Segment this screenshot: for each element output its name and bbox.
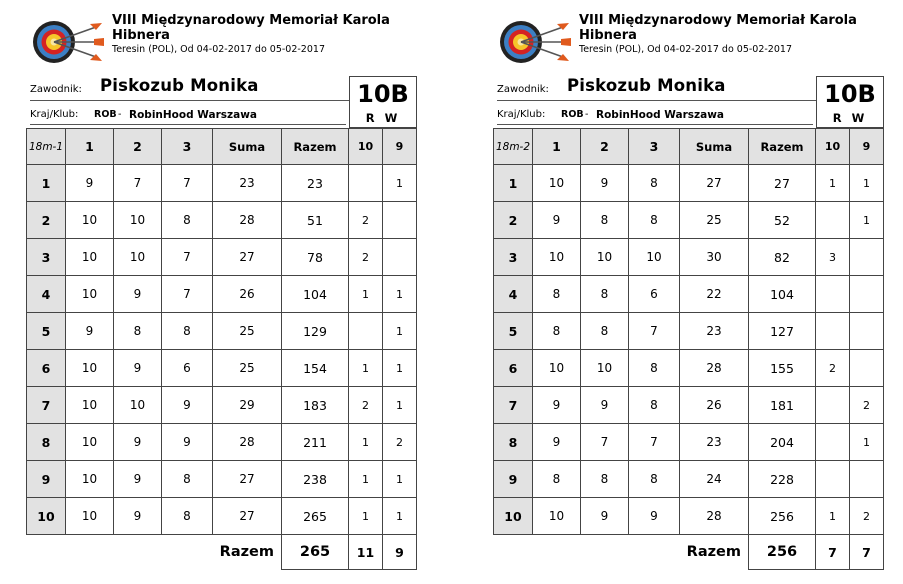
arrow-2-score: 9 [581, 387, 629, 424]
club-separator: - [585, 109, 589, 120]
total-nines: 7 [850, 535, 884, 570]
end-sum: 25 [213, 350, 282, 387]
tens-header: 10 [816, 129, 850, 165]
tens-count: 1 [349, 498, 383, 535]
arrow-3-score: 9 [162, 387, 213, 424]
arrow-2-score: 9 [114, 424, 162, 461]
arrow-1-score: 10 [66, 461, 114, 498]
end-number: 4 [494, 276, 533, 313]
total-score: 256 [749, 535, 816, 570]
event-dates: Teresin (POL), Od 04-02-2017 do 05-02-2017 [112, 44, 325, 55]
arrow-2-score: 9 [114, 350, 162, 387]
end-row [494, 239, 884, 276]
arrow-3-score: 8 [629, 165, 680, 202]
arrow-2-score: 10 [114, 202, 162, 239]
arrow-3-header: 3 [629, 129, 680, 165]
end-number: 1 [494, 165, 533, 202]
club-label: Kraj/Klub: [30, 109, 79, 120]
end-sum: 26 [213, 276, 282, 313]
arrow-3-score: 8 [162, 313, 213, 350]
arrow-1-score: 10 [66, 350, 114, 387]
end-row [494, 276, 884, 313]
end-sum: 24 [680, 461, 749, 498]
end-number: 3 [27, 239, 66, 276]
end-row [494, 313, 884, 350]
score-header-row [27, 129, 417, 165]
tens-count [349, 313, 383, 350]
club-name: RobinHood Warszawa [129, 109, 257, 121]
end-row [494, 165, 884, 202]
arrow-2-score: 9 [581, 498, 629, 535]
tens-count: 2 [816, 350, 850, 387]
arrow-1-score: 10 [533, 350, 581, 387]
arrow-2-score: 9 [114, 498, 162, 535]
end-number: 3 [494, 239, 533, 276]
end-number: 5 [27, 313, 66, 350]
running-total: 183 [282, 387, 349, 424]
total-label: Razem [219, 544, 274, 561]
end-sum: 28 [213, 202, 282, 239]
arrow-1-score: 9 [66, 165, 114, 202]
end-sum: 23 [680, 313, 749, 350]
arrow-3-score: 8 [629, 387, 680, 424]
end-row [27, 202, 417, 239]
arrow-2-score: 9 [581, 165, 629, 202]
arrow-2-header: 2 [114, 129, 162, 165]
archer-name: Piskozub Monika [100, 76, 259, 95]
end-sum: 23 [213, 165, 282, 202]
arrow-2-score: 8 [581, 276, 629, 313]
tens-count [816, 424, 850, 461]
club-name: RobinHood Warszawa [596, 109, 724, 121]
arrow-1-score: 9 [66, 313, 114, 350]
arrow-3-score: 8 [629, 350, 680, 387]
arrow-1-score: 10 [66, 424, 114, 461]
end-number: 8 [27, 424, 66, 461]
nines-count: 1 [383, 165, 417, 202]
running-total: 23 [282, 165, 349, 202]
arrow-2-score: 10 [581, 239, 629, 276]
end-row [27, 313, 417, 350]
archer-underline [497, 100, 823, 101]
end-row [27, 387, 417, 424]
total-label: Razem [686, 544, 741, 561]
end-sum: 28 [213, 424, 282, 461]
tens-header: 10 [349, 129, 383, 165]
nines-count [850, 276, 884, 313]
club-label: Kraj/Klub: [497, 109, 546, 120]
arrow-1-header: 1 [66, 129, 114, 165]
arrow-2-header: 2 [581, 129, 629, 165]
tens-count [816, 461, 850, 498]
end-row [27, 498, 417, 535]
end-row [27, 350, 417, 387]
arrow-3-header: 3 [162, 129, 213, 165]
arrow-3-score: 6 [162, 350, 213, 387]
nines-header: 9 [850, 129, 884, 165]
nines-count: 2 [850, 498, 884, 535]
tens-count: 1 [349, 424, 383, 461]
running-total: 265 [282, 498, 349, 535]
tens-count [816, 313, 850, 350]
end-row [27, 165, 417, 202]
end-row [494, 387, 884, 424]
tens-count [816, 387, 850, 424]
arrow-1-score: 10 [533, 239, 581, 276]
arrow-3-score: 7 [162, 239, 213, 276]
club-underline [497, 124, 813, 125]
end-sum: 28 [680, 350, 749, 387]
tens-count [816, 276, 850, 313]
nines-count: 1 [850, 202, 884, 239]
running-total: 238 [282, 461, 349, 498]
arrow-2-score: 10 [114, 239, 162, 276]
archery-target-logo-icon [499, 18, 571, 66]
nines-count [850, 461, 884, 498]
running-total-header: Razem [749, 129, 816, 165]
running-total: 104 [282, 276, 349, 313]
arrow-2-score: 8 [581, 202, 629, 239]
arrow-2-score: 7 [114, 165, 162, 202]
arrow-1-score: 10 [66, 498, 114, 535]
event-title: VIII Międzynarodowy Memoriał Karola Hibnera [112, 13, 390, 43]
tens-count [816, 202, 850, 239]
arrow-1-score: 10 [66, 276, 114, 313]
total-score: 265 [282, 535, 349, 570]
running-total: 129 [282, 313, 349, 350]
end-sum: 26 [680, 387, 749, 424]
club-underline [30, 124, 346, 125]
end-row [27, 424, 417, 461]
end-number: 6 [494, 350, 533, 387]
running-total: 82 [749, 239, 816, 276]
tens-count: 2 [349, 387, 383, 424]
arrow-3-score: 8 [629, 202, 680, 239]
end-number: 6 [27, 350, 66, 387]
end-sum: 30 [680, 239, 749, 276]
tens-count [349, 165, 383, 202]
archer-label: Zawodnik: [497, 84, 549, 95]
arrow-1-score: 8 [533, 276, 581, 313]
end-number: 7 [494, 387, 533, 424]
end-sum: 27 [213, 461, 282, 498]
nines-count [383, 202, 417, 239]
nines-count [850, 239, 884, 276]
target-assignment: 10B [816, 76, 884, 111]
end-number: 10 [494, 498, 533, 535]
arrow-3-score: 6 [629, 276, 680, 313]
running-total: 104 [749, 276, 816, 313]
nines-header: 9 [383, 129, 417, 165]
scorecard-2 [493, 0, 885, 584]
tens-count: 1 [349, 350, 383, 387]
club-separator: - [118, 109, 122, 120]
rw-label: R W [816, 110, 884, 128]
total-nines: 9 [383, 535, 417, 570]
archer-name: Piskozub Monika [567, 76, 726, 95]
distance-header: 18m-1 [27, 129, 66, 165]
arrow-2-score: 10 [581, 350, 629, 387]
arrow-2-score: 8 [114, 313, 162, 350]
running-total: 211 [282, 424, 349, 461]
distance-header: 18m-2 [494, 129, 533, 165]
arrow-1-score: 10 [66, 239, 114, 276]
running-total: 127 [749, 313, 816, 350]
running-total: 181 [749, 387, 816, 424]
nines-count [850, 313, 884, 350]
arrow-1-score: 10 [66, 202, 114, 239]
end-sum: 25 [680, 202, 749, 239]
running-total: 256 [749, 498, 816, 535]
end-row [494, 424, 884, 461]
running-total-header: Razem [282, 129, 349, 165]
arrow-1-score: 8 [533, 313, 581, 350]
end-row [27, 461, 417, 498]
archery-target-logo-icon [32, 18, 104, 66]
total-tens: 11 [349, 535, 383, 570]
arrow-1-score: 9 [533, 202, 581, 239]
nines-count: 1 [383, 461, 417, 498]
scorecard-1 [26, 0, 418, 584]
end-number: 8 [494, 424, 533, 461]
arrow-3-score: 7 [162, 276, 213, 313]
arrow-2-score: 10 [114, 387, 162, 424]
arrow-1-score: 9 [533, 424, 581, 461]
arrow-1-score: 10 [533, 165, 581, 202]
arrow-3-score: 7 [162, 165, 213, 202]
sum-header: Suma [680, 129, 749, 165]
score-table [26, 128, 417, 570]
tens-count: 1 [349, 461, 383, 498]
arrow-1-header: 1 [533, 129, 581, 165]
arrow-3-score: 9 [162, 424, 213, 461]
tens-count: 1 [349, 276, 383, 313]
end-sum: 27 [213, 498, 282, 535]
running-total: 78 [282, 239, 349, 276]
end-number: 9 [27, 461, 66, 498]
arrow-2-score: 8 [581, 461, 629, 498]
end-sum: 22 [680, 276, 749, 313]
nines-count [383, 239, 417, 276]
arrow-1-score: 10 [533, 498, 581, 535]
tens-count: 2 [349, 239, 383, 276]
arrow-3-score: 8 [162, 461, 213, 498]
arrow-3-score: 8 [162, 202, 213, 239]
arrow-1-score: 9 [533, 387, 581, 424]
end-row [494, 498, 884, 535]
end-number: 1 [27, 165, 66, 202]
end-row [494, 461, 884, 498]
end-row [27, 276, 417, 313]
arrow-2-score: 9 [114, 276, 162, 313]
archer-underline [30, 100, 356, 101]
nines-count: 1 [383, 498, 417, 535]
end-sum: 27 [680, 165, 749, 202]
end-row [494, 202, 884, 239]
end-number: 4 [27, 276, 66, 313]
arrow-1-score: 8 [533, 461, 581, 498]
total-row [494, 535, 884, 570]
sum-header: Suma [213, 129, 282, 165]
arrow-3-score: 10 [629, 239, 680, 276]
running-total: 155 [749, 350, 816, 387]
arrow-3-score: 9 [629, 498, 680, 535]
club-code: ROB [94, 109, 117, 120]
total-row [27, 535, 417, 570]
nines-count: 1 [383, 387, 417, 424]
arrow-2-score: 9 [114, 461, 162, 498]
running-total: 51 [282, 202, 349, 239]
nines-count: 1 [383, 350, 417, 387]
rw-label: R W [349, 110, 417, 128]
score-header-row [494, 129, 884, 165]
score-table [493, 128, 884, 570]
arrow-3-score: 8 [162, 498, 213, 535]
running-total: 52 [749, 202, 816, 239]
end-row [494, 350, 884, 387]
running-total: 228 [749, 461, 816, 498]
running-total: 204 [749, 424, 816, 461]
arrow-2-score: 8 [581, 313, 629, 350]
tens-count: 1 [816, 498, 850, 535]
event-dates: Teresin (POL), Od 04-02-2017 do 05-02-2017 [579, 44, 792, 55]
arrow-3-score: 8 [629, 461, 680, 498]
running-total: 154 [282, 350, 349, 387]
nines-count: 1 [850, 165, 884, 202]
arrow-3-score: 7 [629, 424, 680, 461]
nines-count: 2 [850, 387, 884, 424]
nines-count [850, 350, 884, 387]
target-assignment: 10B [349, 76, 417, 111]
running-total: 27 [749, 165, 816, 202]
nines-count: 2 [383, 424, 417, 461]
arrow-3-score: 7 [629, 313, 680, 350]
archer-label: Zawodnik: [30, 84, 82, 95]
end-number: 5 [494, 313, 533, 350]
end-sum: 29 [213, 387, 282, 424]
event-title: VIII Międzynarodowy Memoriał Karola Hibnera [579, 13, 857, 43]
nines-count: 1 [383, 276, 417, 313]
nines-count: 1 [850, 424, 884, 461]
end-number: 2 [494, 202, 533, 239]
nines-count: 1 [383, 313, 417, 350]
end-sum: 25 [213, 313, 282, 350]
tens-count: 2 [349, 202, 383, 239]
end-sum: 28 [680, 498, 749, 535]
total-tens: 7 [816, 535, 850, 570]
end-number: 2 [27, 202, 66, 239]
arrow-1-score: 10 [66, 387, 114, 424]
arrow-2-score: 7 [581, 424, 629, 461]
end-row [27, 239, 417, 276]
end-number: 9 [494, 461, 533, 498]
tens-count: 1 [816, 165, 850, 202]
club-code: ROB [561, 109, 584, 120]
end-sum: 23 [680, 424, 749, 461]
end-sum: 27 [213, 239, 282, 276]
end-number: 10 [27, 498, 66, 535]
end-number: 7 [27, 387, 66, 424]
tens-count: 3 [816, 239, 850, 276]
